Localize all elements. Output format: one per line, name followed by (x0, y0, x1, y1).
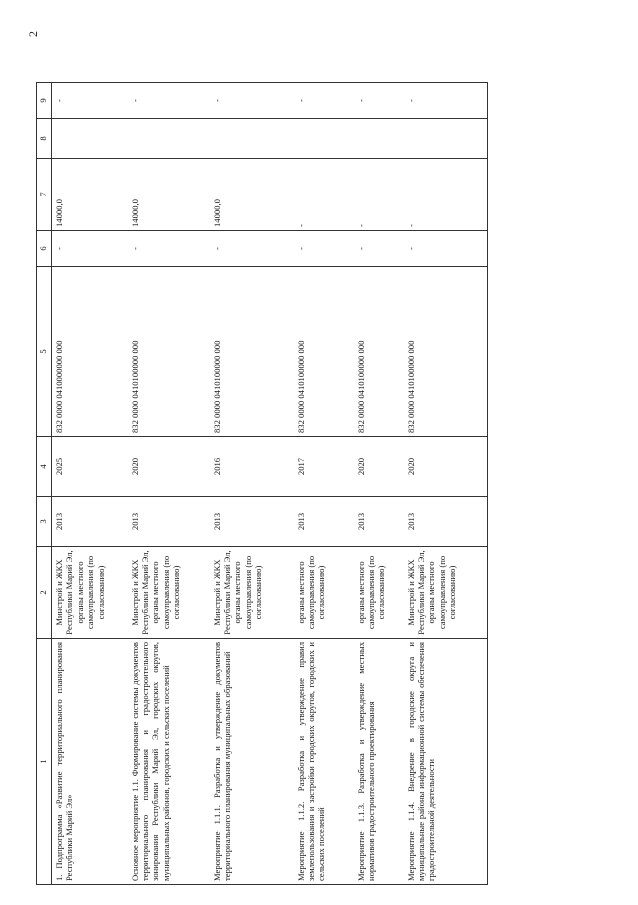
start-year: 2013 (128, 497, 210, 547)
value-col7: - (294, 159, 354, 231)
responsible-executor: Минстрой и ЖКХ Республики Марий Эл, органы местного самоуправления (по согласованию) (404, 547, 488, 639)
column-header: 3 (37, 497, 52, 547)
value-col8 (210, 119, 294, 159)
responsible-executor: органы местного самоуправления (по согласованию) (294, 547, 354, 639)
activity-name: Мероприятие 1.1.2. Разработка и утверждение правил землепользования и застройки городских округов, городских и сельских поселений (294, 639, 354, 885)
value-col6: - (52, 231, 128, 267)
activity-name: Мероприятие 1.1.3. Разработка и утверждение местных нормативов градостроительного проектирования (354, 639, 404, 885)
column-header: 5 (37, 267, 52, 437)
value-col6: - (294, 231, 354, 267)
column-number-row (37, 83, 52, 885)
responsible-executor: Минстрой и ЖКХ Республики Марий Эл, органы местного самоуправления (по согласованию) (210, 547, 294, 639)
value-col9: - (52, 83, 128, 119)
responsible-executor: органы местного самоуправления (по согласованию) (354, 547, 404, 639)
value-col9: - (210, 83, 294, 119)
end-year: 2017 (294, 437, 354, 497)
table-row (404, 83, 488, 885)
table-row (52, 83, 128, 885)
value-col7: 14000,0 (52, 159, 128, 231)
column-header: 1 (37, 639, 52, 885)
table-row (210, 83, 294, 885)
value-col9: - (294, 83, 354, 119)
value-col8 (128, 119, 210, 159)
page-number: 2 (26, 31, 40, 37)
activity-name: Мероприятие 1.1.1. Разработка и утверждение документов территориального планирования муниципальных образований (210, 639, 294, 885)
value-col6: - (210, 231, 294, 267)
end-year: 2020 (404, 437, 488, 497)
value-col9: - (404, 83, 488, 119)
budget-code: 832 0000 0410100000 000 (354, 267, 404, 437)
value-col7: - (354, 159, 404, 231)
activity-name: 1. Подпрограмма «Развитие территориального планирования Республики Марий Эл» (52, 639, 128, 885)
program-table (36, 82, 488, 885)
responsible-executor: Минстрой и ЖКХ Республики Марий Эл, органы местного самоуправления (по согласованию) (52, 547, 128, 639)
table-row (354, 83, 404, 885)
start-year: 2013 (294, 497, 354, 547)
responsible-executor: Минстрой и ЖКХ Республики Марий Эл, органы местного самоуправления (по согласованию) (128, 547, 210, 639)
table-row (128, 83, 210, 885)
column-header: 7 (37, 159, 52, 231)
start-year: 2013 (210, 497, 294, 547)
column-header: 8 (37, 119, 52, 159)
value-col6: - (354, 231, 404, 267)
budget-code: 832 0000 0410100000 000 (128, 267, 210, 437)
start-year: 2013 (404, 497, 488, 547)
column-header: 9 (37, 83, 52, 119)
start-year: 2013 (354, 497, 404, 547)
value-col8 (354, 119, 404, 159)
table-row (294, 83, 354, 885)
budget-code: 832 0000 0410100000 000 (404, 267, 488, 437)
start-year: 2013 (52, 497, 128, 547)
value-col6: - (128, 231, 210, 267)
value-col9: - (128, 83, 210, 119)
value-col7: - (404, 159, 488, 231)
column-header: 2 (37, 547, 52, 639)
value-col7: 14000,0 (128, 159, 210, 231)
column-header: 6 (37, 231, 52, 267)
value-col6: - (404, 231, 488, 267)
value-col8 (294, 119, 354, 159)
value-col9: - (354, 83, 404, 119)
end-year: 2025 (52, 437, 128, 497)
end-year: 2020 (128, 437, 210, 497)
value-col8 (404, 119, 488, 159)
end-year: 2020 (354, 437, 404, 497)
value-col7: 14000,0 (210, 159, 294, 231)
activity-name: Основное мероприятие 1.1. Формирование системы документов территориального планирования и градостроительного зонирования Республики Марий Эл, городских округов, муниципальных районов, городских и сельских поселений (128, 639, 210, 885)
value-col8 (52, 119, 128, 159)
activity-name: Мероприятие 1.1.4. Внедрение в городские округа и муниципальные районы информационной системы обеспечения градостроительной деятельности (404, 639, 488, 885)
budget-code: 832 0000 0410100000 000 (294, 267, 354, 437)
budget-code: 832 0000 0410100000 000 (210, 267, 294, 437)
budget-code: 832 0000 0410000000 000 (52, 267, 128, 437)
end-year: 2016 (210, 437, 294, 497)
column-header: 4 (37, 437, 52, 497)
